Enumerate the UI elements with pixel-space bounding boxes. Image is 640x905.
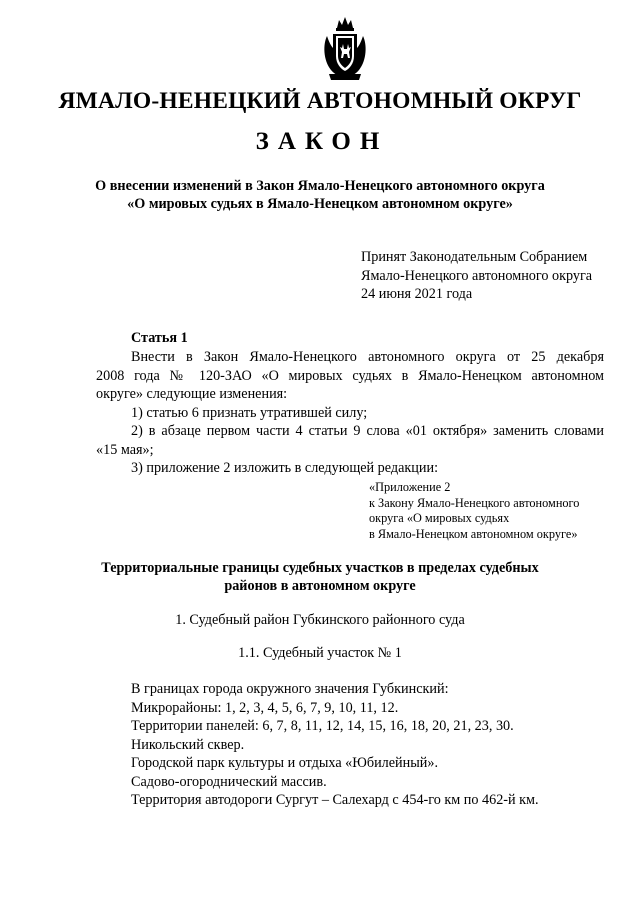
- boundary-line: Территории панелей: 6, 7, 8, 11, 12, 14, 15, 16, 18, 20, 21, 23, 30.: [131, 718, 514, 734]
- boundary-line: Садово-огороднический массив.: [131, 774, 327, 790]
- region-name: ЯМАЛО-НЕНЕЦКИЙ АВТОНОМНЫЙ ОКРУГ: [58, 88, 582, 114]
- article-item-3: 3) приложение 2 изложить в следующей редакции:: [131, 460, 439, 476]
- district-heading: 1. Судебный район Губкинского районного суда: [175, 612, 465, 628]
- boundary-line: Микрорайоны: 1, 2, 3, 4, 5, 6, 7, 9, 10, 11, 12.: [131, 700, 399, 716]
- plot-heading: 1.1. Судебный участок № 1: [238, 645, 402, 661]
- boundary-line: В границах города окружного значения Губкинский:: [131, 681, 449, 697]
- appendix-ref-line-2: к Закону Ямало-Ненецкого автономного: [369, 496, 580, 510]
- coat-of-arms-icon: [317, 14, 373, 86]
- article-intro-line-1: Внести в Закон Ямало-Ненецкого автономного округа от 25 декабря: [131, 349, 604, 365]
- article-intro-line-2: 2008 года № 120-ЗАО «О мировых судьях в Ямало-Ненецком автономном: [96, 368, 604, 384]
- article-intro-line-3: округе» следующие изменения:: [96, 386, 288, 402]
- article-item-1: 1) статью 6 признать утратившей силу;: [131, 405, 368, 421]
- appendix-ref-line-4: в Ямало-Ненецком автономном округе»: [369, 527, 578, 541]
- law-title-line-2: «О мировых судьях в Ямало-Ненецком автономном округе»: [127, 196, 513, 212]
- appendix-ref-line-3: округа «О мировых судьях: [369, 511, 510, 525]
- document-type: ЗАКОН: [255, 128, 389, 155]
- article-item-2-line-2: «15 мая»;: [96, 442, 154, 458]
- section-title-line-2: районов в автономном округе: [224, 578, 416, 594]
- section-title-line-1: Территориальные границы судебных участков в пределах судебных: [101, 560, 539, 576]
- boundary-line: Никольский сквер.: [131, 737, 245, 753]
- adopted-date: 24 июня 2021 года: [361, 286, 473, 302]
- boundary-line: Территория автодороги Сургут – Салехард с 454-го км по 462-й км.: [131, 792, 539, 808]
- boundary-line: Городской парк культуры и отдыха «Юбилейный».: [131, 755, 438, 771]
- article-item-2-line-1: 2) в абзаце первом части 4 статьи 9 слова «01 октября» заменить словами: [131, 423, 604, 439]
- appendix-ref-line-1: «Приложение 2: [369, 480, 451, 494]
- adopted-line-2: Ямало-Ненецкого автономного округа: [361, 268, 593, 284]
- adopted-line-1: Принят Законодательным Собранием: [361, 249, 588, 265]
- article-heading: Статья 1: [131, 330, 188, 346]
- law-title-line-1: О внесении изменений в Закон Ямало-Ненецкого автономного округа: [95, 178, 545, 194]
